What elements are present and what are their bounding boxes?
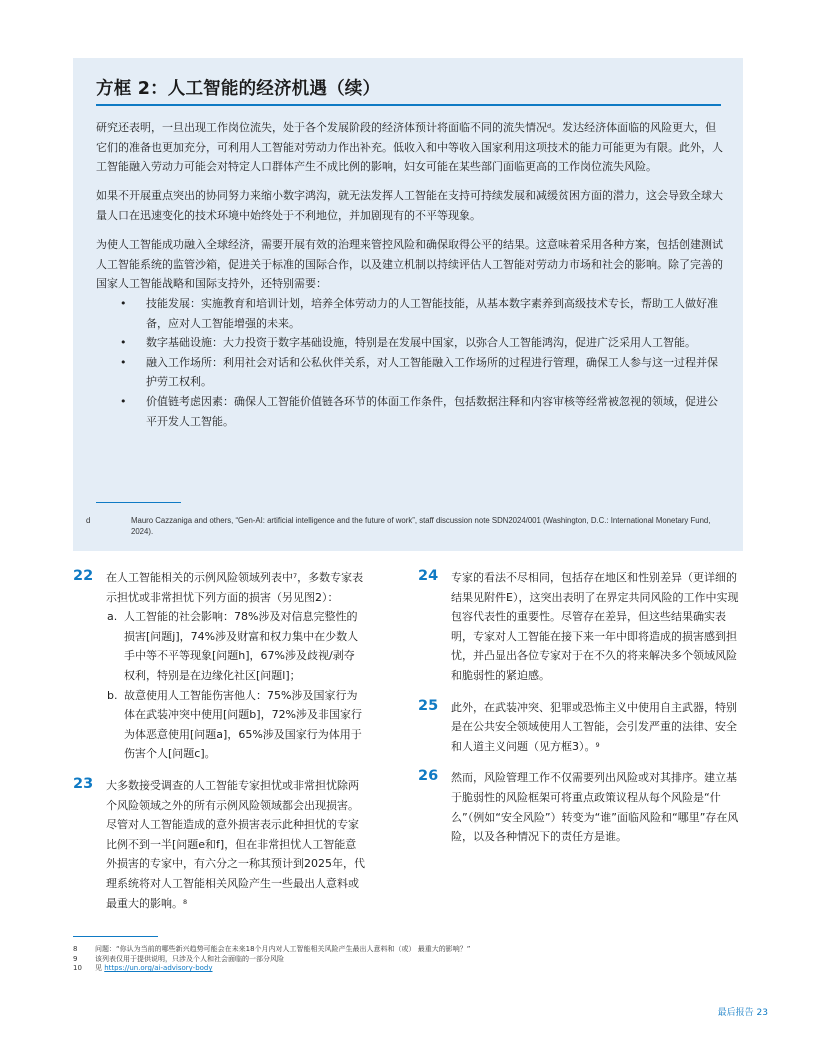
list-letter: a.	[107, 610, 118, 624]
footnote-ref-9[interactable]: 9	[595, 740, 600, 749]
box-footnote-rule	[96, 502, 181, 503]
box-paragraph-1: 研究还表明，一旦出现工作岗位流失，处于各个发展阶段的经济体预计将面临不同的流失情况$^d$。发达经济体面临的风险更大，但它们的准备也更加充分，可利用人工智能对劳动力作出补充。低收入和中等收入国家利用这项技术的能力可能更为有限。此外，人工智能融入劳动力可能会对特定人口群体产生不成比例的影响，妇女可能在某些部门面临更高的工作岗位流失风险。	[96, 121, 723, 174]
list-item: b. 故意使用人工智能伤害他人：75%涉及国家行为体在武装冲突中使用[问题b]，72%涉及非国家行为体恶意使用[问题a]，65%涉及国家行为体用于伤害个人[问题c]。	[106, 686, 365, 764]
bullet-icon: •	[120, 336, 127, 350]
paragraph-number: 25	[418, 697, 439, 714]
footnote-item: 9 该列表仅用于提供说明，只涉及个人和社会面临的一部分风险	[73, 954, 284, 963]
paragraph-22: 22 在人工智能相关的示例风险领域列表中$^7$，多数专家表示担忧或非常担忧下列方面的损害（另见图2）： a. 人工智能的社会影响：78%涉及对信息完整性的损害[问题j]，74%涉及财富和权力集中在少数人手中等不平等现象[问题h]，67%涉及歧视/剥夺权利，特别是在边缘化社区[问题l]； b. 故意使用人工智能伤害他人：75%涉及国家行为体在武装冲突中使用[问题b]，72%涉及非国家行为体恶意使用[问题a]，65%涉及国家行为体用于伤害个人[问题c]。	[73, 568, 365, 764]
bullet-item: • 价值链考虑因素：确保人工智能价值链各环节的体面工作条件，包括数据注释和内容审核等经常被忽视的领域，促进公平开发人工智能。	[96, 392, 724, 431]
footnote-rule	[73, 936, 158, 937]
footnote-number: 8	[73, 945, 78, 953]
box-paragraph-3: 为使人工智能成功融入全球经济，需要开展有效的治理来管控风险和确保取得公平的结果。这意味着采用各种方案，包括创建测试人工智能系统的监管沙箱，促进关于标准的国际合作，以及建立机制以持续评估人工智能对劳动力市场和社会的影响。除了完善的国家人工智能战略和国际支持外，还特别需要：	[96, 238, 723, 291]
paragraph-24: 24 专家的看法不尽相同，包括存在地区和性别差异（更详细的结果见附件E），这突出表明了在界定共同风险的工作中实现包容代表性的重要性。尽管存在差异，但这些结果确实表明，专家对人工智能在接下来一年中即将造成的损害感到担忧，并凸显出各位专家对于在不久的将来解决多个领域风险和脆弱性的紧迫感。	[418, 568, 739, 682]
box-body	[96, 118, 724, 431]
box-title: 方框 2：人工智能的经济机遇（续）	[96, 79, 381, 99]
bullet-item: • 融入工作场所：利用社会对话和公私伙伴关系，对人工智能融入工作场所的过程进行管理，确保工人参与这一过程并保护劳工权利。	[96, 353, 724, 392]
bullet-item: • 数字基础设施：大力投资于数字基础设施，特别是在发展中国家，以弥合人工智能鸿沟，促进广泛采用人工智能。	[96, 333, 724, 353]
bullet-item: • 技能发展：实施教育和培训计划，培养全体劳动力的人工智能技能，从基本数字素养到高级技术专长，帮助工人做好准备，应对人工智能增强的未来。	[96, 294, 724, 333]
box-paragraph-2: 如果不开展重点突出的协同努力来缩小数字鸿沟，就无法发挥人工智能在支持可持续发展和减缓贫困方面的潜力，这会导致全球大量人口在迅速变化的技术环境中始终处于不利地位，并加剧现有的不平等现象。	[96, 189, 723, 222]
box-footnote	[86, 516, 726, 537]
footnote-item: 10 见 https://un.org/ai-advisory-body	[73, 964, 213, 972]
box-bullet-list	[96, 294, 724, 431]
footnote-ref-d[interactable]: d	[547, 122, 552, 130]
list-item: a. 人工智能的社会影响：78%涉及对信息完整性的损害[问题j]，74%涉及财富和权力集中在少数人手中等不平等现象[问题h]，67%涉及歧视/剥夺权利，特别是在边缘化社区[问题l]；	[106, 607, 365, 685]
footnote-link[interactable]: https://un.org/ai-advisory-body	[104, 964, 213, 972]
bullet-icon: •	[120, 355, 127, 369]
box-2-panel	[73, 58, 743, 551]
footnote-item: 8 问题：“你认为当前的哪些新兴趋势可能会在未来18个月内对人工智能相关风险产生最出人意料和（或） 最重大的影响？”	[73, 945, 471, 953]
footnote-number: 9	[73, 954, 78, 963]
box-footnote-text: Mauro Cazzaniga and others, “Gen-AI: artificial intelligence and the future of work”, staff discussion note SDN2024/001 (Washington, D.C.: International Monetary Fund, 2024).	[131, 516, 711, 536]
paragraph-number: 23	[73, 775, 94, 792]
page-label: 最后报告 23	[717, 1008, 768, 1018]
bullet-icon: •	[120, 296, 127, 310]
footnote-ref-8[interactable]: 8	[183, 897, 188, 906]
paragraph-25: 25 此外，在武装冲突、犯罪或恐怖主义中使用自主武器，特别是在公共安全领域使用人工智能，会引发严重的法律、安全和人道主义问题（见方框3）。$^9$	[418, 697, 737, 753]
paragraph-number: 22	[73, 568, 94, 584]
bullet-icon: •	[120, 394, 127, 408]
paragraph-number: 24	[418, 568, 439, 584]
right-column	[418, 568, 743, 859]
left-column	[73, 568, 365, 925]
page-footnotes	[73, 945, 753, 974]
paragraph-26: 26 然而，风险管理工作不仅需要列出风险或对其排序。建立基于脆弱性的风险框架可将重点政策议程从每个风险是“什么”（例如“安全风险”）转变为“谁”面临风险和“哪里”存在风险，以及各种情况下的责任方是谁。	[418, 768, 739, 844]
box-footnote-mark: d	[86, 516, 91, 525]
box-title-rule	[96, 104, 721, 106]
paragraph-23: 23 大多数接受调查的人工智能专家担忧或非常担忧除两个风险领域之外的所有示例风险领域都会出现损害。尽管对人工智能造成的意外损害表示此种担忧的专家比例不到一半[问题e和f]，但在非常担忧人工智能意外损害的专家中，有六分之一称其预计到2025年，代理系统将对人工智能相关风险产生一些最出人意料或最重大的影响。$^8$	[73, 775, 365, 910]
paragraph-number: 26	[418, 768, 439, 785]
footnote-number: 10	[73, 964, 82, 972]
footnote-ref-7[interactable]: 7	[293, 572, 298, 580]
list-letter: b.	[107, 688, 118, 702]
